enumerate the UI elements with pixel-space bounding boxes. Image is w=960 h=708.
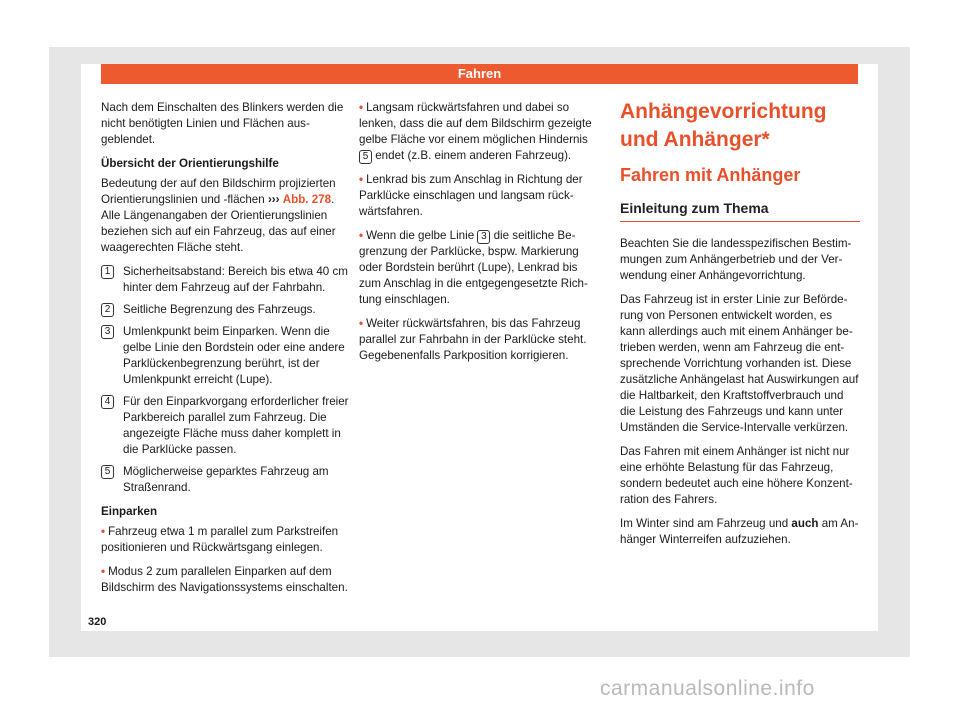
- legend-item: [101, 464, 349, 496]
- legend-item: [101, 324, 349, 388]
- bullet-icon: •: [101, 565, 106, 578]
- overview-text: Bedeutung der auf den Bildschirm projizierten Orientierungslinien und -flächen: [101, 177, 336, 206]
- body-paragraph: Beachten Sie die landesspezifischen Bestimmungen zum Anhängerbetrieb und der Verwendung einer Anhängevorrichtung.: [620, 237, 852, 282]
- overview-text-2: Alle Längenangaben der Orientierungslinien beziehen sich auf ein Fahrzeug, das auf einer waagerechten Fläche steht.: [101, 209, 336, 254]
- watermark: carmanualsonline.info: [600, 677, 815, 700]
- bullet-paragraph: [101, 524, 349, 556]
- parking-heading: Einparken: [101, 505, 158, 518]
- emphasis-text: auch: [791, 517, 819, 530]
- legend-text: Möglicherweise geparktes Fahrzeug am Straßenrand.: [123, 465, 329, 494]
- bullet-text: Fahrzeug etwa 1 m parallel zum Parkstreifen positionieren und Rückwärtsgang einlegen.: [101, 525, 339, 554]
- column-middle: [359, 100, 599, 372]
- body-text: Im Winter sind am Fahrzeug und: [620, 517, 789, 530]
- bullet-paragraph: [359, 172, 599, 220]
- legend-text: Seitliche Begrenzung des Fahrzeugs.: [123, 303, 316, 316]
- column-left: [101, 100, 349, 604]
- overview-heading: Übersicht der Orientierungshilfe: [101, 157, 279, 170]
- body-text-cont: am Anhänger Winterreifen aufzuziehen.: [620, 517, 859, 546]
- bullet-text: Weiter rückwärtsfahren, bis das Fahrzeug parallel zur Fahrbahn in der Parklücke steht. Gegebenenfalls Parkposition korrigieren.: [359, 317, 587, 362]
- legend-item: [101, 302, 349, 318]
- bullet-text: Langsam rückwärtsfahren und dabei so lenken, dass die auf dem Bildschirm gezeigte gelbe Fläche vor einem möglichen Hindernis: [359, 101, 592, 146]
- reference-arrow: ›››: [267, 193, 280, 206]
- legend-item: [101, 394, 349, 458]
- body-paragraph: Das Fahren mit einem Anhänger ist nicht nur eine erhöhte Belastung für das Fahrzeug, sondern bedeutet auch eine höhere Konzentration des Fahrers.: [620, 445, 853, 506]
- legend-number: 4: [101, 395, 114, 409]
- bullet-text: Lenkrad bis zum Anschlag in Richtung der Parklücke einschlagen und langsam rückwärtsfahren.: [359, 173, 583, 218]
- bullet-text-cont: die seitliche Begrenzung der Parklücke, bspw. Markierung oder Bordstein berührt (Lupe), Lenkrad bis zum Anschlag in die entgegengesetzte Richtung einschlagen.: [359, 229, 588, 306]
- bullet-paragraph: [359, 100, 599, 164]
- bullet-icon: •: [359, 317, 364, 330]
- bullet-text-cont: endet (z.B. einem anderen Fahrzeug).: [375, 149, 572, 162]
- bullet-icon: •: [359, 101, 364, 114]
- bullet-paragraph: [359, 316, 599, 364]
- legend-text: Für den Einparkvorgang erforderlicher freier Parkbereich parallel zum Fahrzeug. Die angezeigte Fläche muss daher komplett in die Parklücke passen.: [123, 395, 349, 456]
- figure-reference-link[interactable]: Abb. 278: [282, 193, 332, 206]
- bullet-paragraph: [359, 228, 599, 308]
- chapter-title: Anhängevorrichtung und Anhänger*: [620, 100, 827, 151]
- legend-text: Umlenkpunkt beim Einparken. Wenn die gelbe Linie den Bordstein oder eine andere Parklückenbegrenzung berührt, ist der Umlenkpunkt erreicht (Lupe).: [123, 325, 345, 386]
- legend-number: 5: [101, 465, 114, 479]
- overview-paragraph: Bedeutung der auf den Bildschirm projizierten Orientierungslinien und -flächen ››› Abb. 278. Alle Längenangaben der Orientierungslinien beziehen sich auf ein Fahrzeug, das auf einer waagerechten Fläche steht.: [101, 177, 336, 254]
- legend-number: 1: [101, 265, 114, 279]
- bullet-text: Modus 2 zum parallelen Einparken auf dem Bildschirm des Navigationssystems einschalten.: [101, 565, 348, 594]
- intro-paragraph: Nach dem Einschalten des Blinkers werden die nicht benötigten Linien und Flächen ausgeblendet.: [101, 101, 344, 146]
- bullet-icon: •: [359, 229, 364, 242]
- inline-number: 3: [477, 230, 490, 244]
- bullet-text: Wenn die gelbe Linie: [366, 229, 475, 242]
- section-title: Fahren mit Anhänger: [620, 165, 801, 185]
- legend-number: 3: [101, 325, 114, 339]
- numbered-legend-list: [101, 264, 349, 496]
- body-paragraph: Das Fahrzeug ist in erster Linie zur Beförderung von Personen entwickelt worden, es kann allerdings auch mit einem Anhänger betrieben werden, wenn am Fahrzeug die entsprechende Vorrichtung vorhanden ist. Diese zusätzliche Anhängelast hat Auswirkungen auf die Haltbarkeit, den Kraftstoffverbrauch und die Leistung des Fahrzeugs und kann unter Umständen die Service-Intervalle verkürzen.: [620, 293, 859, 434]
- bullet-icon: •: [359, 173, 364, 186]
- page-number: 320: [88, 616, 107, 628]
- bullet-paragraph: [101, 564, 349, 596]
- legend-item: [101, 264, 349, 296]
- column-right: [620, 98, 860, 556]
- section-header: Fahren: [101, 64, 858, 84]
- subsection-title: Einleitung zum Thema: [620, 198, 860, 222]
- bullet-icon: •: [101, 525, 106, 538]
- legend-number: 2: [101, 303, 114, 317]
- legend-text: Sicherheitsabstand: Bereich bis etwa 40 cm hinter dem Fahrzeug auf der Fahrbahn.: [123, 265, 348, 294]
- body-paragraph: [620, 516, 860, 548]
- inline-number: 5: [359, 150, 372, 164]
